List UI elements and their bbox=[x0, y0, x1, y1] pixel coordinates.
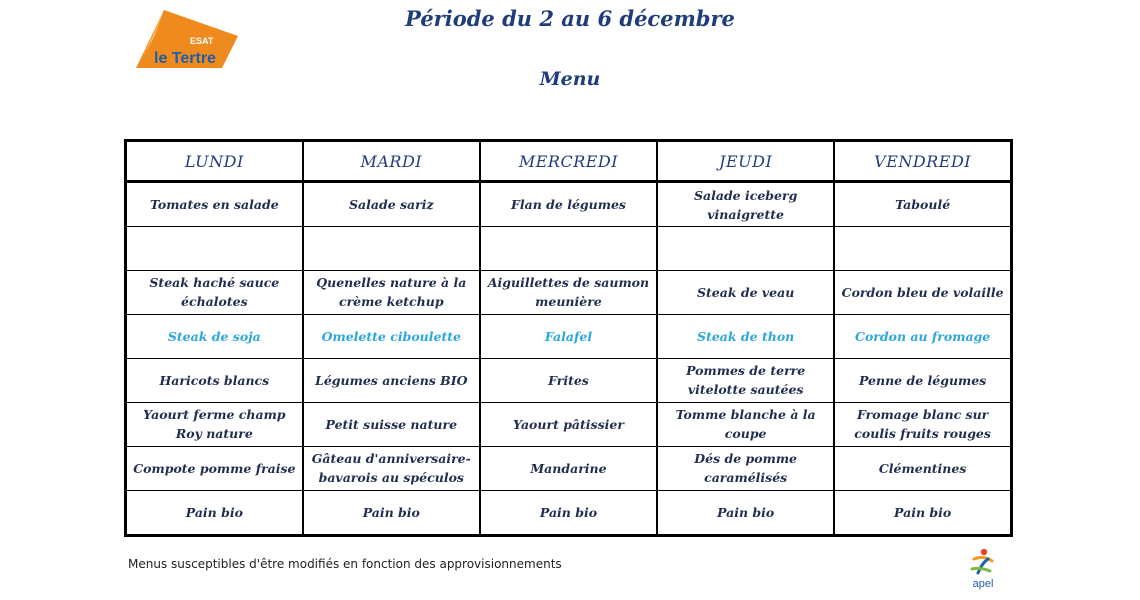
menu-row-empty bbox=[126, 227, 1012, 271]
logo-line2: le Tertre bbox=[154, 50, 216, 67]
menu-cell: Pommes de terre vitelotte sautées bbox=[657, 358, 834, 402]
menu-cell: Salade sariz bbox=[303, 182, 480, 227]
menu-cell: Taboulé bbox=[834, 182, 1011, 227]
menu-subtitle: Menu bbox=[539, 68, 601, 90]
menu-cell: Steak haché sauce échalotes bbox=[126, 271, 303, 315]
menu-cell: Dés de pomme caramélisés bbox=[657, 446, 834, 490]
menu-cell: Flan de légumes bbox=[480, 182, 657, 227]
menu-cell: Penne de légumes bbox=[834, 358, 1011, 402]
menu-cell-alternative: Steak de soja bbox=[126, 314, 303, 358]
menu-cell: Pain bio bbox=[657, 490, 834, 535]
menu-cell: Frites bbox=[480, 358, 657, 402]
menu-cell: Clémentines bbox=[834, 446, 1011, 490]
day-header-row bbox=[126, 141, 1012, 182]
menu-row-entree bbox=[126, 182, 1012, 227]
menu-cell: Compote pomme fraise bbox=[126, 446, 303, 490]
menu-row-laitage bbox=[126, 402, 1012, 446]
menu-cell: Fromage blanc sur coulis fruits rouges bbox=[834, 402, 1011, 446]
menu-cell: Haricots blancs bbox=[126, 358, 303, 402]
apel-logo-text: apel bbox=[972, 578, 994, 590]
menu-cell-empty bbox=[126, 227, 303, 271]
menu-cell: Mandarine bbox=[480, 446, 657, 490]
menu-cell-alternative: Steak de thon bbox=[657, 314, 834, 358]
menu-cell: Pain bio bbox=[303, 490, 480, 535]
menu-cell: Légumes anciens BIO bbox=[303, 358, 480, 402]
menu-cell: Tomates en salade bbox=[126, 182, 303, 227]
menu-cell: Aiguillettes de saumon meunière bbox=[480, 271, 657, 315]
menu-cell: Tomme blanche à la coupe bbox=[657, 402, 834, 446]
weekly-menu-table bbox=[124, 139, 1013, 537]
menu-cell: Yaourt ferme champ Roy nature bbox=[126, 402, 303, 446]
menu-cell: Pain bio bbox=[480, 490, 657, 535]
day-header-wednesday: MERCREDI bbox=[480, 141, 657, 182]
day-header-tuesday: MARDI bbox=[303, 141, 480, 182]
apel-logo bbox=[960, 545, 1006, 591]
logo-line1: ESAT bbox=[190, 36, 214, 46]
menu-cell-alternative: Cordon au fromage bbox=[834, 314, 1011, 358]
menu-cell: Gâteau d'anniversaire- bavarois au spéculos bbox=[303, 446, 480, 490]
menu-cell-empty bbox=[303, 227, 480, 271]
menu-period-title: Période du 2 au 6 décembre bbox=[405, 6, 735, 31]
menu-cell: Petit suisse nature bbox=[303, 402, 480, 446]
day-header-monday: LUNDI bbox=[126, 141, 303, 182]
menu-cell: Pain bio bbox=[126, 490, 303, 535]
menu-row-alternative bbox=[126, 314, 1012, 358]
menu-cell-empty bbox=[480, 227, 657, 271]
supply-disclaimer-note: Menus susceptibles d'être modifiés en fonction des approvisionnements bbox=[128, 557, 562, 571]
menu-cell-alternative: Omelette ciboulette bbox=[303, 314, 480, 358]
menu-cell: Quenelles nature à la crème ketchup bbox=[303, 271, 480, 315]
menu-cell: Pain bio bbox=[834, 490, 1011, 535]
menu-cell: Steak de veau bbox=[657, 271, 834, 315]
menu-cell: Cordon bleu de volaille bbox=[834, 271, 1011, 315]
menu-row-dessert bbox=[126, 446, 1012, 490]
menu-row-pain bbox=[126, 490, 1012, 535]
menu-cell-alternative: Falafel bbox=[480, 314, 657, 358]
menu-row-accompagnement bbox=[126, 358, 1012, 402]
menu-row-plat bbox=[126, 271, 1012, 315]
menu-cell: Salade iceberg vinaigrette bbox=[657, 182, 834, 227]
day-header-friday: VENDREDI bbox=[834, 141, 1011, 182]
menu-cell-empty bbox=[657, 227, 834, 271]
day-header-thursday: JEUDI bbox=[657, 141, 834, 182]
menu-cell-empty bbox=[834, 227, 1011, 271]
menu-cell: Yaourt pâtissier bbox=[480, 402, 657, 446]
